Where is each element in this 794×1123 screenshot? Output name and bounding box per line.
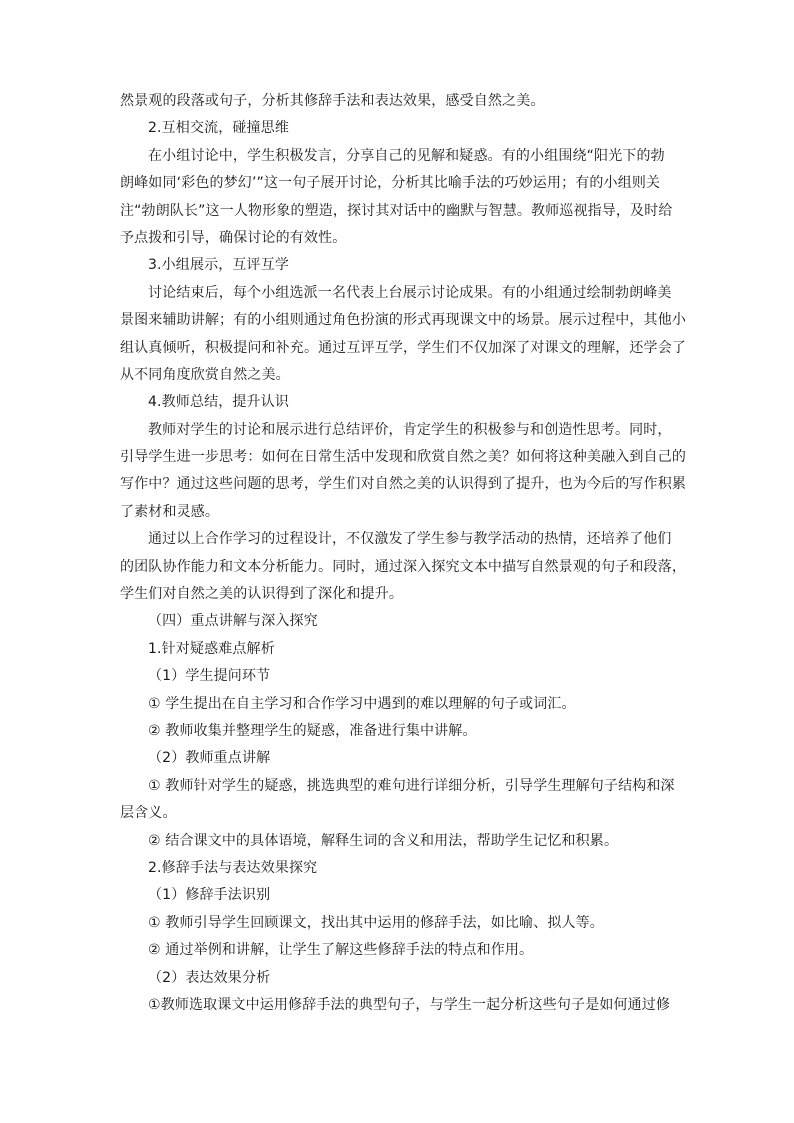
- list-item: ② 通过举例和讲解，让学生了解这些修辞手法的特点和作用。: [148, 942, 534, 959]
- paragraph-line: 讨论结束后，每个小组选派一名代表上台展示讨论成果。有的小组通过绘制勃朗峰美: [148, 284, 672, 301]
- subsection-heading: 2.修辞手法与表达效果探究: [148, 859, 318, 876]
- section-heading: 3.小组展示，互评互学: [148, 257, 290, 274]
- paragraph-line: 景图来辅助讲解；有的小组则通过角色扮演的形式再现课文中的场景。展示过程中，其他小: [120, 312, 686, 329]
- paragraph-line: 了素材和灵感。: [120, 503, 220, 520]
- sub-subsection-heading: （1）学生提问环节: [148, 668, 271, 685]
- sub-subsection-heading: （1）修辞手法识别: [148, 887, 271, 904]
- list-item: ② 教师收集并整理学生的疑惑，准备进行集中讲解。: [148, 722, 477, 739]
- sub-subsection-heading: （2）表达效果分析: [148, 969, 271, 986]
- list-item: ① 教师引导学生回顾课文，找出其中运用的修辞手法，如比喻、拟人等。: [148, 914, 604, 931]
- paragraph-line: 予点拨和引导，确保讨论的有效性。: [120, 229, 347, 246]
- paragraph-line: 学生们对自然之美的认识得到了深化和提升。: [120, 586, 403, 603]
- section-heading: （四）重点讲解与深入探究: [148, 613, 318, 630]
- list-item: ② 结合课文中的具体语境，解释生词的含义和用法，帮助学生记忆和积累。: [148, 832, 619, 849]
- paragraph-line: 注“勃朗队长”这一人物形象的塑造，探讨其对话中的幽默与智慧。教师巡视指导，及时给: [120, 202, 673, 219]
- sub-subsection-heading: （2）教师重点讲解: [148, 750, 271, 767]
- paragraph-line: 通过以上合作学习的过程设计，不仅激发了学生参与教学活动的热情，还培养了他们: [148, 531, 672, 548]
- paragraph-line: 的团队协作能力和文本分析能力。同时，通过深入探究文本中描写自然景观的句子和段落，: [120, 558, 686, 575]
- paragraph-line: 从不同角度欣赏自然之美。: [120, 366, 290, 383]
- list-item: ① 教师针对学生的疑惑，挑选典型的难句进行详细分析，引导学生理解句子结构和深: [148, 777, 675, 794]
- subsection-heading: 1.针对疑惑难点解析: [148, 640, 275, 657]
- document-body: [120, 88, 686, 1019]
- paragraph-line: 组认真倾听，积极提问和补充。通过互评互学，学生们不仅加深了对课文的理解，还学会了: [120, 339, 686, 356]
- list-item: ① 学生提出在自主学习和合作学习中遇到的难以理解的句子或词汇。: [148, 695, 576, 712]
- section-heading: 4.教师总结，提升认识: [148, 394, 290, 411]
- paragraph-line: 在小组讨论中，学生积极发言，分享自己的见解和疑惑。有的小组围绕“阳光下的勃: [148, 147, 665, 164]
- paragraph-line: 引导学生进一步思考：如何在日常生活中发现和欣赏自然之美？如何将这种美融入到自己的: [120, 449, 686, 466]
- paragraph-line: 然景观的段落或句子，分析其修辞手法和表达效果，感受自然之美。: [120, 93, 545, 109]
- list-item-continuation: 层含义。: [120, 805, 177, 822]
- section-heading: 2.互相交流，碰撞思维: [148, 120, 290, 137]
- list-item: ①教师选取课文中运用修辞手法的典型句子，与学生一起分析这些句子是如何通过修: [148, 996, 671, 1013]
- paragraph-line: 教师对学生的讨论和展示进行总结评价，肯定学生的积极参与和创造性思考。同时，: [148, 421, 672, 438]
- paragraph-line: 朗峰如同‘彩色的梦幻’”这一句子展开讨论，分析其比喻手法的巧妙运用；有的小组则关: [120, 175, 661, 192]
- paragraph-line: 写作中？通过这些问题的思考，学生们对自然之美的认识得到了提升，也为今后的写作积累: [120, 476, 686, 493]
